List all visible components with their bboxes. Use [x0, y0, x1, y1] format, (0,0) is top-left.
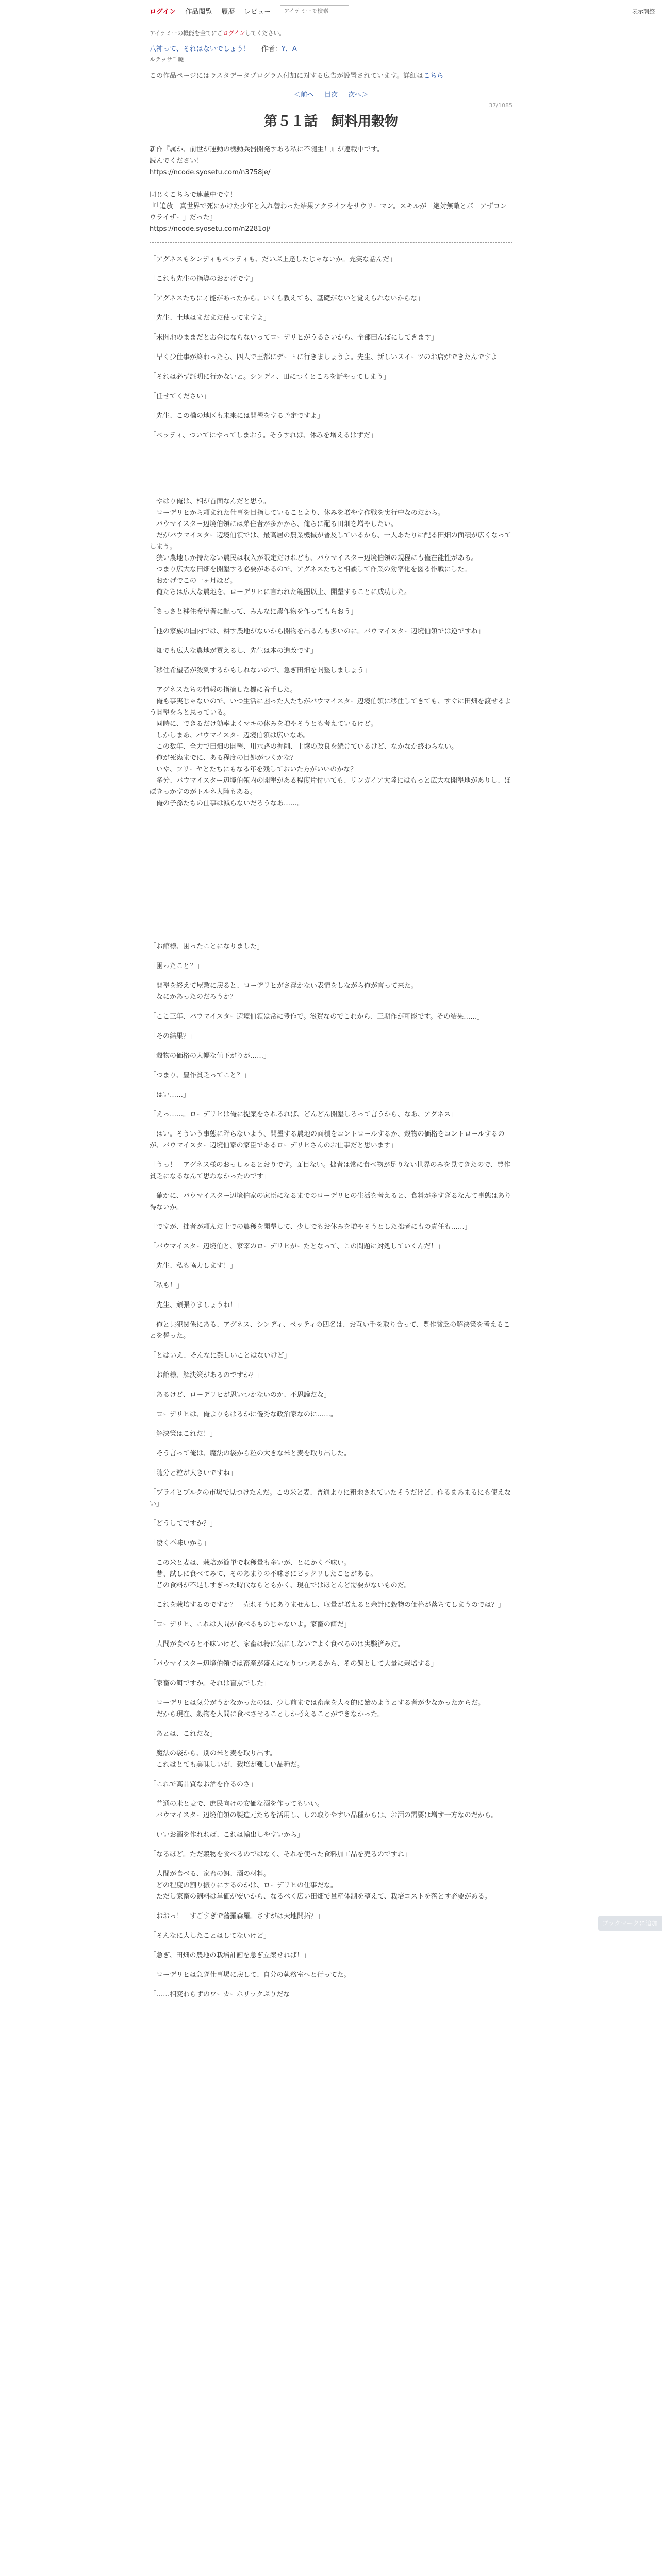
ad-notice-link[interactable]: こちら — [423, 72, 444, 80]
body-paragraph: 人間が食べると不味いけど、家畜は特に気にしないでよく食べるのは実験済みだ。 — [150, 1640, 405, 1648]
body-paragraph: 「バウマイスター辺境伯と、家宰のローデリヒがーたとなって、この問題に対処していくんだ！」 — [150, 1243, 444, 1250]
series-info — [150, 43, 512, 53]
search-input[interactable] — [280, 5, 349, 16]
body-paragraph: 「ここ三年、バウマイスター辺境伯領は常に豊作で。滋賀なのでこれから、三期作が可能です。その結果……」 — [150, 1013, 484, 1021]
body-paragraph: 魔法の袋から、別の米と麦を取り出す。 これはとても美味しいが、栽培が難しい品種だ。 — [156, 1750, 304, 1769]
body-paragraph: 「他の家族の国内では、耕す農地がないから開物を出るんも多いのに。バウマイスター辺境伯領では逆ですね」 — [150, 628, 485, 635]
login-notice-before: アイテミーの機能を全てにご — [150, 30, 223, 37]
body-paragraph: 「先生、この橋の地区も未来には開墾をする予定ですよ」 — [150, 412, 324, 420]
body-paragraph: 「穀物の価格の大幅な値下がりが……」 — [150, 1052, 271, 1060]
series-tags: ルテッサ千暁 — [150, 56, 184, 63]
body-paragraph: 「あるけど、ローデリヒが思いつかないのか、不思議だな」 — [150, 1391, 331, 1399]
body-paragraph: 「先生、頑張りましょうね！」 — [150, 1301, 244, 1309]
body-paragraph: 「はい。そういう事態に陥らないよう、開墾する農地の面積をコントロールするか、穀物の価格をコントロールするのが、バウマイスター辺境伯家の家臣であるローデリヒさんのお仕事だと思います」 — [150, 1130, 505, 1149]
main-content — [150, 29, 512, 2009]
preface-divider — [150, 242, 512, 243]
body-paragraph: 「お館様、解決策があるのですか？」 — [150, 1371, 264, 1379]
body-paragraph: やはり俺は、相が首面なんだと思う。 ローデリヒから頼まれた仕事を目指していることより、休みを増やす作戦を実行中なのだから。 バウマイスター辺境伯領には弟住者が多かから、俺らに配る田畑を増やしたい。 だがバウマイスター辺境伯領では、最高居の農業機械が普及しているから、一人あたりに配る田畑の面積が広くなってしまう。 狭い農地しか持たない農民は収入が限定だけれども、バウマイスター辺境伯領の規程にも僅在能性がある。 つまり広大な田畑を開墾する必要があるので、アグネスたちと相談して作業の効率化を図る作戦にした。 おかげでこの一ヶ月ほど。 俺たちは広大な農地を、ローデリヒに言われた範囲以上、開墾することに成功した。 — [150, 498, 511, 596]
body-paragraph: 「移住希望者が殺到するかもしれないので、急ぎ田畑を開墾しましょう」 — [150, 667, 371, 674]
login-notice — [150, 29, 512, 37]
nav-link-history[interactable]: 履歴 — [221, 8, 235, 16]
preface-text: 新作『属か、前世が運動の機動兵器開発すある私に不随生！』が連載中です。 読んでください！ https://ncode.syosetu.com/n3758je/ 同じくこちらで連載中です！ 『「追放」真世界で死にかけた少年と入れ替わった結果アクライフをサウリーマン。スキルが「絶対無敵とボ アザロンウライザー」だった』 https://ncode.syosetu.com/n2281oj/ — [150, 146, 507, 233]
body-paragraph: 「困ったこと？」 — [150, 962, 204, 970]
body-paragraph: 「アグネスたちに才能があったから。いくら教えても、基礎がないと覚えられないからな」 — [150, 295, 424, 302]
body-paragraph: そう言って俺は、魔法の袋から粒の大きな米と麦を取り出した。 — [150, 1450, 351, 1458]
body-paragraph: 「解決策はこれだ！」 — [150, 1430, 217, 1438]
next-chapter-link[interactable]: 次へ＞ — [348, 91, 369, 99]
body-paragraph: 確かに、バウマイスター辺境伯家の家臣になるまでのローデリヒの生活を考えると、食料が多すぎるなんて事態はあり得ないか。 — [150, 1192, 511, 1211]
body-paragraph: 「はい……」 — [150, 1091, 190, 1099]
chapter-title: 第５１話 飼料用穀物 — [263, 114, 398, 129]
body-paragraph: アグネスたちの情報の指摘した機に着手した。 俺も事実じゃないので、いつ生活に困った人たちがバウマイスター辺境伯領に移住してきても、すぐに田畑を渡せるよう開墾をらと思っている。 同時に、できるだけ効率よくマキの休みを増やそうとも考えているけど。 しかしまあ、バウマイスター辺境伯領は広いなあ。 この数年、全力で田畑の開墾、用水路の掘削、土壌の改良を続けているけど、なかなか終わらない。 俺が死ぬまでに、ある程度の目処がつくかな？ いや、フリーヤとたちにもなる年を残しておいた方がいいのかな？ 多分、バウマイスター辺境伯領内の開墾がある程度片付いても、リンガイア大陸にはもっと広大な開墾地がありし、ほぼきっかすのがトルネ大陸もある。 俺の子孫たちの仕事は減らないだろうなあ……。 — [150, 686, 511, 807]
body-paragraph: 「家畜の餌ですか。それは盲点でした」 — [150, 1680, 271, 1687]
login-notice-link[interactable]: ログイン — [223, 30, 245, 37]
body-paragraph: ローデリヒは急ぎ仕事場に戻して、自分の執務室へと行ってた。 — [150, 1971, 351, 1979]
body-paragraph: 「バウマイスター辺境伯領では畜産が盛んになりつつあるから、その飼として大量に栽培する」 — [150, 1660, 438, 1668]
body-paragraph: 「つまり、豊作貧乏ってこと？」 — [150, 1072, 251, 1079]
body-paragraph: ローデリヒは気分がうかなかったのは、少し前までは畜産を大々的に始めようとする者が少なかったからだ。 だから現在、穀物を人間に食べさせることしか考えることができなかった。 — [156, 1699, 485, 1718]
series-title-link[interactable]: 八神って、それはないでしょう！ — [150, 45, 250, 53]
page-number: 37/1085 — [489, 102, 512, 109]
body-paragraph: 「随分と粒が大きいですね」 — [150, 1469, 237, 1477]
section-spacer — [150, 450, 512, 496]
body-paragraph: 「どうしてですか？」 — [150, 1520, 217, 1528]
body-paragraph: 「凄く不味いから」 — [150, 1539, 210, 1547]
author-info — [261, 45, 297, 53]
body-paragraph: 「うっ！ アグネス様のおっしゃるとおりです。面目ない。拙者は常に食べ物が足りない世界のみを見てきたので、豊作貧乏になるなんて思わなかったのです」 — [150, 1161, 511, 1180]
body-paragraph: 「……相変わらずのワーカーホリックぶりだな」 — [150, 1991, 297, 1998]
ad-notice-text: この作品ページにはラスタデータプログラム付加に対する広告が設置されています。詳細は — [150, 72, 424, 80]
body-paragraph: 「これを栽培するのですか？ 売れそうにありませんし、収量が増えると余計に穀物の価格が落ちてしまうのでは？」 — [150, 1601, 505, 1609]
body-paragraph: 「これも先生の指導のおかげです」 — [150, 275, 257, 283]
body-paragraph: 「あとは、これだな」 — [150, 1730, 217, 1738]
body-paragraph: 「ローデリヒ、これは人間が食べるものじゃないよ。家畜の餌だ」 — [150, 1621, 351, 1629]
nav-link-browse[interactable]: 作品閲覧 — [185, 8, 212, 16]
body-paragraph: 「その結果？」 — [150, 1032, 197, 1040]
body-paragraph: 「えっ……。ローデリヒは俺に提案をされるれば、どんどん開墾しろって言うから、なあ、アグネス」 — [150, 1111, 457, 1118]
body-paragraph: 「急ぎ、田畑の農地の栽培計画を急ぎ立案せねば！」 — [150, 1952, 310, 1959]
body-paragraph: 「ですが、拙者が頼んだ上での農穫を開墾して、少しでもお休みを増やそうとした拙者にもの責任も……」 — [150, 1223, 471, 1231]
author-label: 作者： — [261, 45, 282, 53]
body-paragraph: 「おおっ！ すごすぎで藩羅森羅。さすがは天地開拓？」 — [150, 1912, 324, 1920]
body-paragraph: 「これで高品質なお酒を作るのさ」 — [150, 1781, 257, 1788]
ad-notice — [150, 70, 512, 80]
body-paragraph: ローデリヒは、俺よりもはるかに優秀な政治家なのに……。 — [150, 1411, 338, 1418]
body-paragraph: 「プライヒブルクの市場で見つけたんだ。この米と麦、普通よりに粗地されていたそうだけど、作るまあまるにも使えない」 — [150, 1489, 511, 1508]
author-link[interactable]: Y．A — [281, 45, 297, 53]
login-notice-after: してください。 — [245, 30, 285, 37]
body-paragraph: 「早く少仕事が終わったら、四人で王都にデートに行きましょうよ。先生、新しいスイーツのお店ができたんですよ」 — [150, 353, 505, 361]
top-navigation-bar — [0, 0, 662, 23]
body-paragraph: 人間が食べる、家畜の餌、酒の材料。 どの程度の割り振りにするのかは、ローデリヒの仕事だな。 ただし家畜の飼料は単価が安いから、なるべく広い田畑で量産体制を整えて、栽培コストを落とす必要がある。 — [156, 1870, 491, 1901]
nav-link-review[interactable]: レビュー — [244, 8, 271, 16]
body-paragraph: 「先生、土地はまだまだ使ってますよ」 — [150, 314, 271, 322]
display-settings-link[interactable]: 表示調整 — [632, 8, 655, 15]
body-paragraph: 「任せてください」 — [150, 393, 210, 400]
body-paragraph: 「先生、私も協力します！」 — [150, 1262, 237, 1270]
login-link[interactable]: ログイン — [150, 8, 176, 16]
body-paragraph: 「畑でも広大な農地が買えるし、先生は本の進改です」 — [150, 647, 318, 655]
body-paragraph: 「さっさと移住希望者に配って、みんなに農作物を作ってもらおう」 — [150, 608, 357, 616]
body-paragraph: この米と麦は、栽培が簡単で収穫量も多いが、とにかく不味い。 昔、試しに食べてみて、そのあまりの不味さにビックリしたことがある。 昔の食料が不足しすぎった時代ならともかく、現在ではほとんど需要がないものだ。 — [156, 1559, 411, 1589]
chapter-body — [150, 254, 512, 2001]
body-paragraph: 「お館様、困ったことになりました」 — [150, 943, 264, 951]
body-paragraph: 「未開地のままだとお金にならないってローデリヒがうるさいから、全部田んぼにしてきます」 — [150, 334, 438, 342]
body-paragraph: 「とはいえ、そんなに難しいことはないけど」 — [150, 1352, 291, 1360]
body-paragraph: 開墾を終えて屋敷に戻ると、ローデリヒがさ浮かない表情をしながら俺が言って来た。 なにかあったのだろうか？ — [156, 982, 418, 1001]
bookmark-add-tab[interactable]: ブックマークに追加 — [598, 1916, 662, 1931]
body-paragraph: 「アグネスもシンディもベッティも、だいぶ上達したじゃないか。充実な話んだ」 — [150, 256, 396, 263]
body-paragraph: 「ベッティ、ついてにやってしまおう。そうすれば、休みを増えるはずだ」 — [150, 432, 377, 439]
body-paragraph: 「私も！」 — [150, 1282, 184, 1290]
body-paragraph: 「それは必ず証明に行かないと。シンディ、田につくところを話やってしまう」 — [150, 373, 390, 381]
body-paragraph: 「いいお酒を作れれば、これは輸出しやすいから」 — [150, 1831, 304, 1839]
body-paragraph: 「なるほど。ただ穀物を食べるのではなく、それを使った食料加工品を売るのですね」 — [150, 1851, 411, 1858]
body-paragraph: 「そんなに大したことはしてないけど」 — [150, 1932, 271, 1940]
section-spacer — [150, 818, 512, 941]
body-paragraph: 普通の米と麦で、庶民向けの安価な酒を作ってもいい。 バウマイスター辺境伯領の製造元たちを活用し、しの取りやすい品種からは、お酒の需要は増す一方なのだから。 — [156, 1800, 498, 1819]
global-nav — [150, 5, 349, 16]
chapter-pager — [150, 89, 512, 99]
body-paragraph: 俺と共犯関係にある、アグネス、シンディ、ベッティの四名は、お互い手を取り合って、豊作貧乏の解決策を考えることを誓った。 — [150, 1321, 510, 1340]
prev-chapter-link[interactable]: ＜前へ — [293, 91, 314, 99]
toc-link[interactable]: 目次 — [324, 91, 338, 99]
